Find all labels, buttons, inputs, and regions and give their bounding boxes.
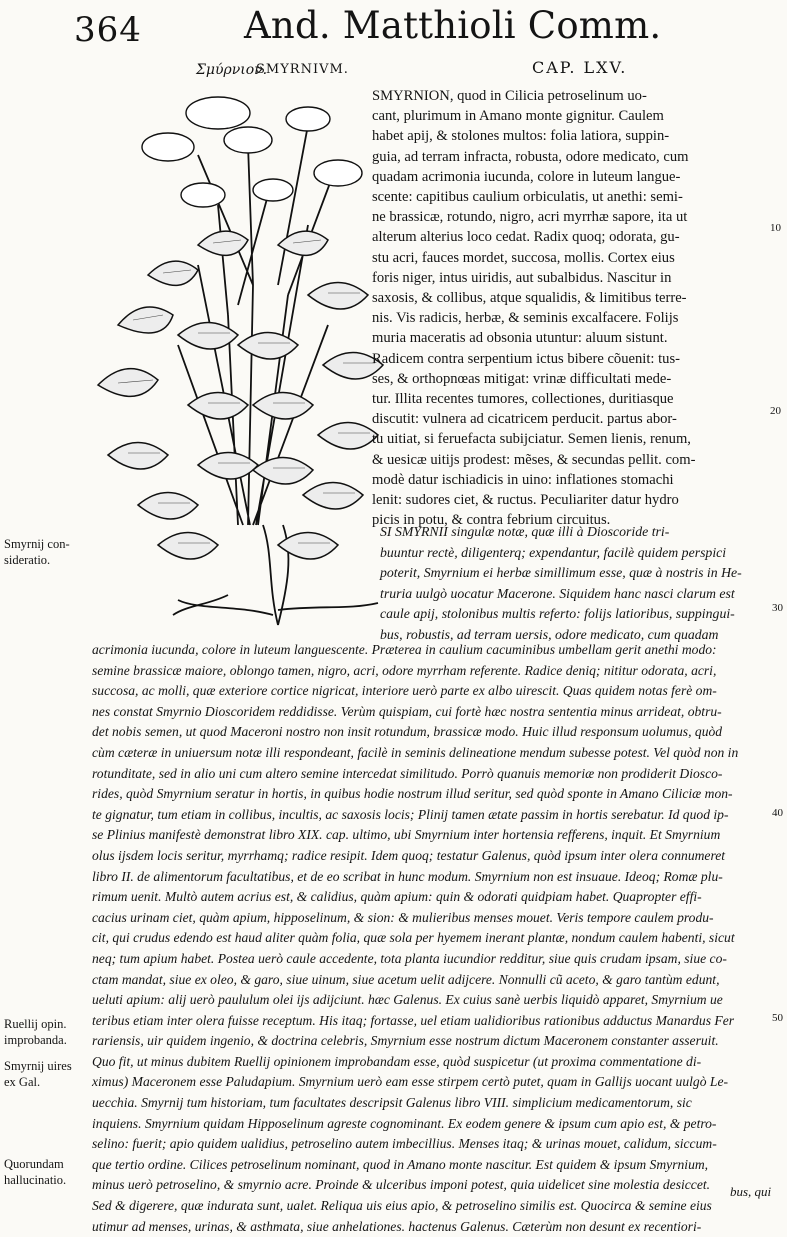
page-number: 364 (74, 10, 142, 50)
margin-note-ruellij: Ruellij opin. improbanda. (4, 1017, 67, 1047)
running-title: And. Matthioli Comm. (244, 4, 662, 47)
latin-title: SMYRNIVM. (256, 62, 349, 77)
line-number-50: 50 (772, 1012, 783, 1024)
main-text: SMYRNION, quod in Cilicia petroselinum uo- cant, plurimum in Amano monte gignitur. Caulem habet apij, & stolones multos: folia latiora, suppin- guia, ad terram infracta, robusta, odore medicato, cum quadam acrimonia iucunda, colore in luteum langue- scente: capitibus caulium orbiculatis, ut anethi: semi- ne brassicæ, rotundo, nigro, acri myrrhæ sapore, ita ut alterum alterius loco cedat. Radix quoq; odorata, gu- stu acri, fauces mordet, succosa, mollis. Cortex eius foris niger, intus uiridis, aut subalbidus. Nascitur in saxosis, & collibus, atque squalidis, & limitibus terre- nis. Vis radicis, herbæ, & seminis excalfacere. Folijs muria maceratis ad obsonia utuntur: aluum sistunt. Radicem contra serpentium ictus bibere cõuenit: tus- ses, & orthopnœas mitigat: vrinæ difficultati mede- tur. Illita recentes tumores, collectiones, duritiasque discutit: vulnera ad cicatricem perducit. partus abor- tu uitiat, si feruefacta subijciatur. Semen lienis, renum, & uesicæ uitijs prodest: mẽses, & secundas pellit. com- modè datur ischiadicis in uino: inflationes stomachi lenit: sudores ciet, & ructus. Peculiariter datur hydro picis in potu, & contra febrium circuitus. (372, 88, 696, 529)
margin-note-uires: Smyrnij uires ex Gal. (4, 1059, 72, 1089)
greek-title: Σμύρνιον. (196, 62, 268, 78)
commentary-full: acrimonia iucunda, colore in luteum languescente. Præterea in caulium cacuminibus umbellam gerit anethi modo: semine brassicæ maiore, oblongo tamen, nigro, acri, odore myrrham referente. Radice deniq; nititur odorata, acri, succosa, ac molli, quæ exteriore cortice nigricat, interiore uerò parte ex albo uirescit. Quas quidem notas ferè om- nes constat Smyrnio Dioscoridem reddidisse. Verùm quispiam, cui fortè hæc nostra sententia minus arrideat, obtru- det nobis semen, ut quod Maceroni nostro non insit rotundum, brassicæ modo. Huic illud responsum uolumus, quòd cùm cæteræ in uniuersum notæ illi respondeant, facilè in seminis delineatione mendum subesse potest. Vel quòd non in rotunditate, sed in alio uni cum altero semine intercedat similitudo. Porrò quanuis memoriæ non prodiderit Diosco- rides, quòd Smyrnium seratur in hortis, in quibus hodie nostrum illud seritur, sed quòd sponte in Amano Ciliciæ mon- te gignatur, tum etiam in collibus, incultis, ac saxosis locis; Plinij tamen ætate passim in hortis serebatur. Id quod ip- se Plinius manifestè demonstrat libro XIX. cap. ultimo, ubi Smyrnium inter hortensia refferens, inquit. Et Smyrnium olus ijsdem locis seritur, myrrhamq; radice resipit. Idem quoq; testatur Galenus, quòd ipsum inter olera connumeret libro II. de alimentorum facultatibus, et de eo scribat in hunc modum. Smyrnium non est insuaue. Ideoq; Romæ plu- rimum uenit. Multò autem acrius est, & calidius, quàm apium: quin & odorati quidpiam habet. Quapropter effi- cacius urinam ciet, quàm apium, hipposelinum, & sion: & mulieribus menses mouet. Veris tempore caulem produ- cit, qui crudus edendo est haud aliter quàm folia, quæ sola per hyemem inerant plantæ, nondum caulem habenti, sicut neq; tum apium habet. Postea uerò caule accedente, tota planta iucundior redditur, siue quis crudam ipsam, siue co- ctam mandat, siue ex oleo, & garo, siue uinum, siue acetum uelit adijcere. Nonnulli cũ aceto, & garo tantùm edunt, ueluti apium: alij uerò paululum olei ijs adijciunt. hæc Galenus. Ex cuius sanè uerbis liquidò apparet, Smyrnium ue teribus etiam inter olera fuisse receptum. His itaq; fortasse, uel etiam ualidioribus rationibus adductus Manardus Fer rariensis, uir quidem ingenio, & doctrina celebris, Smyrnium esse nostrum dictum Maceronem constanter asseruit. Quo fit, ut minus dubitem Ruellij opinionem improbandam esse, quòd suspicetur (ut proxima commentatione di- ximus) Maceronem esse Paludapium. Smyrnium uerò eam esse stirpem certò putet, quam in Gallijs uocant uulgò Le- uecchia. Smyrnij tum historiam, tum facultates descripsit Galenus libro VIII. simplicium medicamentorum, sic inquiens. Smyrnium quidam Hipposelinum agreste cognominant. Ex eodem genere & ipsum cum apio est, & petro- selino: fuerit; apio quidem ualidius, petroselino autem imbecillius. Menses itaq; & urinas mouet, calidum, siccum- que tertio ordine. Cilices petroselinum nominant, quod in Amano monte nascitur. Est quidem & ipsum Smyrnium, minus uerò petroselino, & smyrnio acre. Proinde & ulceribus imponi potest, quia uidelicet sine molestia desiccet. Sed & digerere, quæ indurata sunt, ualet. Reliqua uis eius apio, & petroselino similis est. Quocirca & semine eius utimur ad menses, urinas, & asthmata, siue anhelationes. hactenus Galenus. Cæterùm non desunt ex recentiori- (92, 642, 739, 1234)
margin-note-hallucinatio: Quorundam hallucinatio. (4, 1157, 67, 1187)
line-number-30: 30 (772, 602, 783, 614)
line-number-10: 10 (770, 222, 781, 234)
catchword: bus, qui (730, 1184, 772, 1199)
smyrnium-woodcut-illustration (78, 85, 396, 630)
chapter-heading: CAP. LXV. (532, 58, 628, 77)
line-number-40: 40 (772, 807, 783, 819)
margin-note-consideratio: Smyrnij con- sideratio. (4, 537, 70, 567)
line-number-20: 20 (770, 405, 781, 417)
commentary-side: SI SMYRNII singulæ notæ, quæ illi à Dioscoride tri- buuntur rectè, diligenterq; expendantur, facilè quidem perspici poterit, Smyrnium ei herbæ simillimum esse, quæ à nostris in He- truria uulgò uocatur Macerone. Siquidem hanc nasci clarum est caule apij, stolonibus multis referto: folijs latioribus, suppingui- bus, robustis, ad terram uersis, odore medicato, cum quadam (380, 524, 742, 642)
